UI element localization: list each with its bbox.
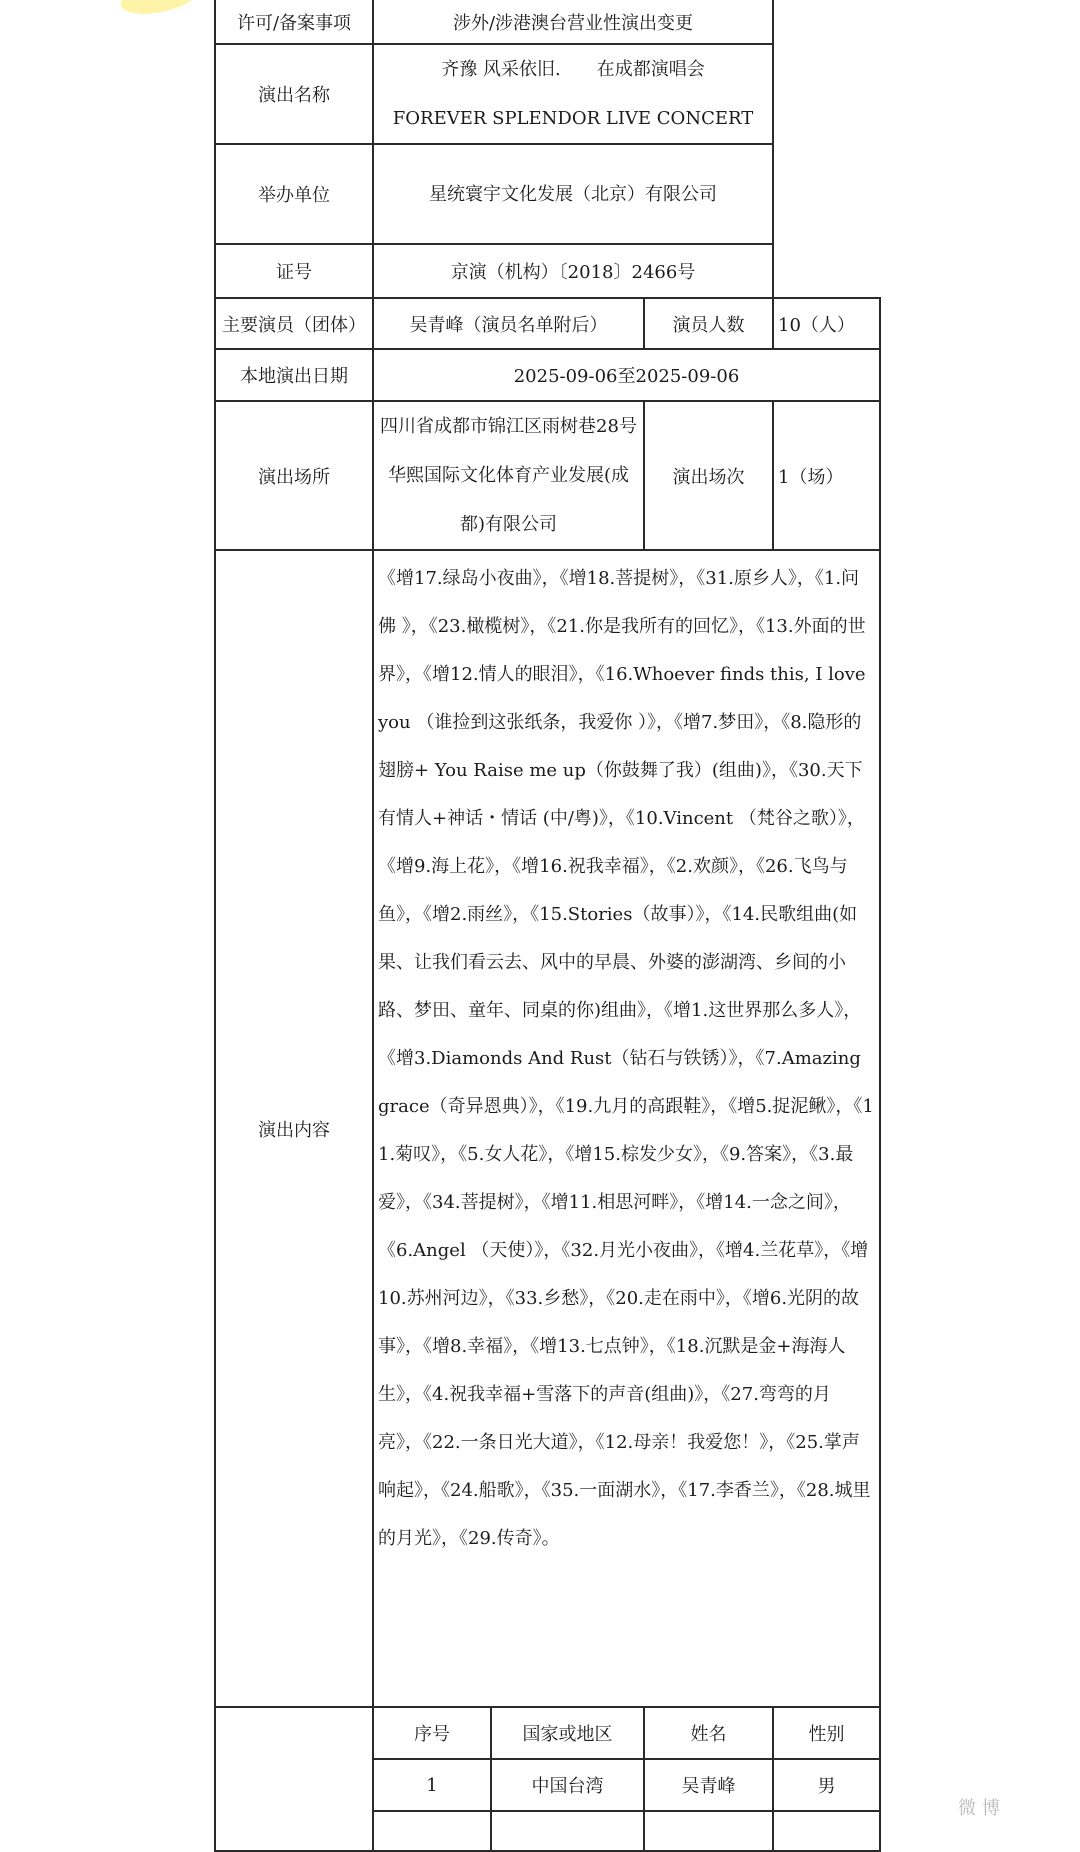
performer-count-label: 演员人数 bbox=[644, 298, 773, 349]
empty-cell bbox=[373, 1811, 491, 1851]
weibo-watermark: 微博 bbox=[958, 1798, 1006, 1819]
cast-header-gender: 性别 bbox=[773, 1707, 880, 1759]
cast-header-region: 国家或地区 bbox=[491, 1707, 644, 1759]
content-value: 《增17.绿岛小夜曲》，《增18.菩提树》，《31.原乡人》，《1.问佛 》，《23.橄榄树》，《21.你是我所有的回忆》，《13.外面的世界》，《增12.情人的眼泪》，《16.Whoever finds this, I love you （谁捡到这张纸条，我爱你 ）》，《增7.梦田》，《8.隐形的翅膀+ You Raise me up（你鼓舞了我）(组曲)》，《30.天下有情人+神话・情话 (中/粤)》，《10.Vincent （梵谷之歌）》，《增9.海上花》，《增16.祝我幸福》，《2.欢颜》，《26.飞鸟与鱼》，《增2.雨丝》，《15.Stories（故事）》，《14.民歌组曲(如果、让我们看云去、风中的早晨、外婆的澎湖湾、乡间的小路、梦田、童年、同桌的你)组曲》，《增1.这世界那么多人》，《增3.Diamonds And Rust（钻石与铁锈）》，《7.Amazing grace（奇异恩典）》，《19.九月的高跟鞋》，《增5.捉泥鳅》，《11.菊叹》，《5.女人花》，《增15.棕发少女》，《9.答案》，《3.最爱》，《34.菩提树》，《增11.相思河畔》，《增14.一念之间》，《6.Angel （天使）》，《32.月光小夜曲》，《增4.兰花草》，《增10.苏州河边》，《33.乡愁》，《20.走在雨中》，《增6.光阴的故事》，《增8.幸福》，《增13.七点钟》，《18.沉默是金+海海人生》，《4.祝我幸福+雪落下的声音(组曲)》，《27.弯弯的月亮》，《22.一条日光大道》，《12.母亲！我爱您！》，《25.掌声响起》，《24.船歌》，《35.一面湖水》，《17.李香兰》，《28.城里的月光》，《29.传奇》。 bbox=[373, 550, 880, 1707]
show-name-label: 演出名称 bbox=[215, 44, 373, 144]
cast-cell-region: 中国台湾 bbox=[491, 1759, 644, 1811]
cert-label: 证号 bbox=[215, 244, 373, 298]
cast-header-index: 序号 bbox=[373, 1707, 491, 1759]
performers-label: 主要演员（团体） bbox=[215, 298, 373, 349]
sessions-value: 1（场） bbox=[773, 401, 880, 550]
empty-cell bbox=[773, 1811, 880, 1851]
date-value: 2025-09-06至2025-09-06 bbox=[373, 349, 880, 401]
row-performers bbox=[215, 298, 880, 349]
venue-value: 四川省成都市锦江区雨树巷28号华熙国际文化体育产业发展(成都)有限公司 bbox=[373, 401, 644, 550]
permit-table bbox=[214, 0, 881, 1852]
row-venue bbox=[215, 401, 880, 550]
empty-cell bbox=[491, 1811, 644, 1851]
cast-table-label-cell bbox=[215, 1707, 373, 1851]
cast-header-name: 姓名 bbox=[644, 1707, 773, 1759]
row-date bbox=[215, 349, 880, 401]
organizer-label: 举办单位 bbox=[215, 144, 373, 244]
row-content bbox=[215, 550, 880, 1707]
empty-cell bbox=[644, 1811, 773, 1851]
performers-value: 吴青峰（演员名单附后） bbox=[373, 298, 644, 349]
venue-label: 演出场所 bbox=[215, 401, 373, 550]
content-label: 演出内容 bbox=[215, 550, 373, 1707]
license-value: 涉外/涉港澳台营业性演出变更 bbox=[373, 0, 773, 44]
date-label: 本地演出日期 bbox=[215, 349, 373, 401]
row-license bbox=[215, 0, 880, 44]
cast-cell-gender: 男 bbox=[773, 1759, 880, 1811]
show-name-line1: 齐豫 风采依旧. 在成都演唱会 bbox=[441, 59, 705, 80]
sessions-label: 演出场次 bbox=[644, 401, 773, 550]
performer-count-value: 10（人） bbox=[773, 298, 880, 349]
cast-cell-name: 吴青峰 bbox=[644, 1759, 773, 1811]
empty-cell bbox=[773, 0, 880, 298]
cast-header-row bbox=[215, 1707, 880, 1759]
cast-cell-index: 1 bbox=[373, 1759, 491, 1811]
show-name-line2: FOREVER SPLENDOR LIVE CONCERT bbox=[392, 108, 754, 129]
show-name-value bbox=[373, 44, 773, 144]
cert-value: 京演（机构）〔2018〕2466号 bbox=[373, 244, 773, 298]
organizer-value: 星统寰宇文化发展（北京）有限公司 bbox=[373, 144, 773, 244]
license-label: 许可/备案事项 bbox=[215, 0, 373, 44]
